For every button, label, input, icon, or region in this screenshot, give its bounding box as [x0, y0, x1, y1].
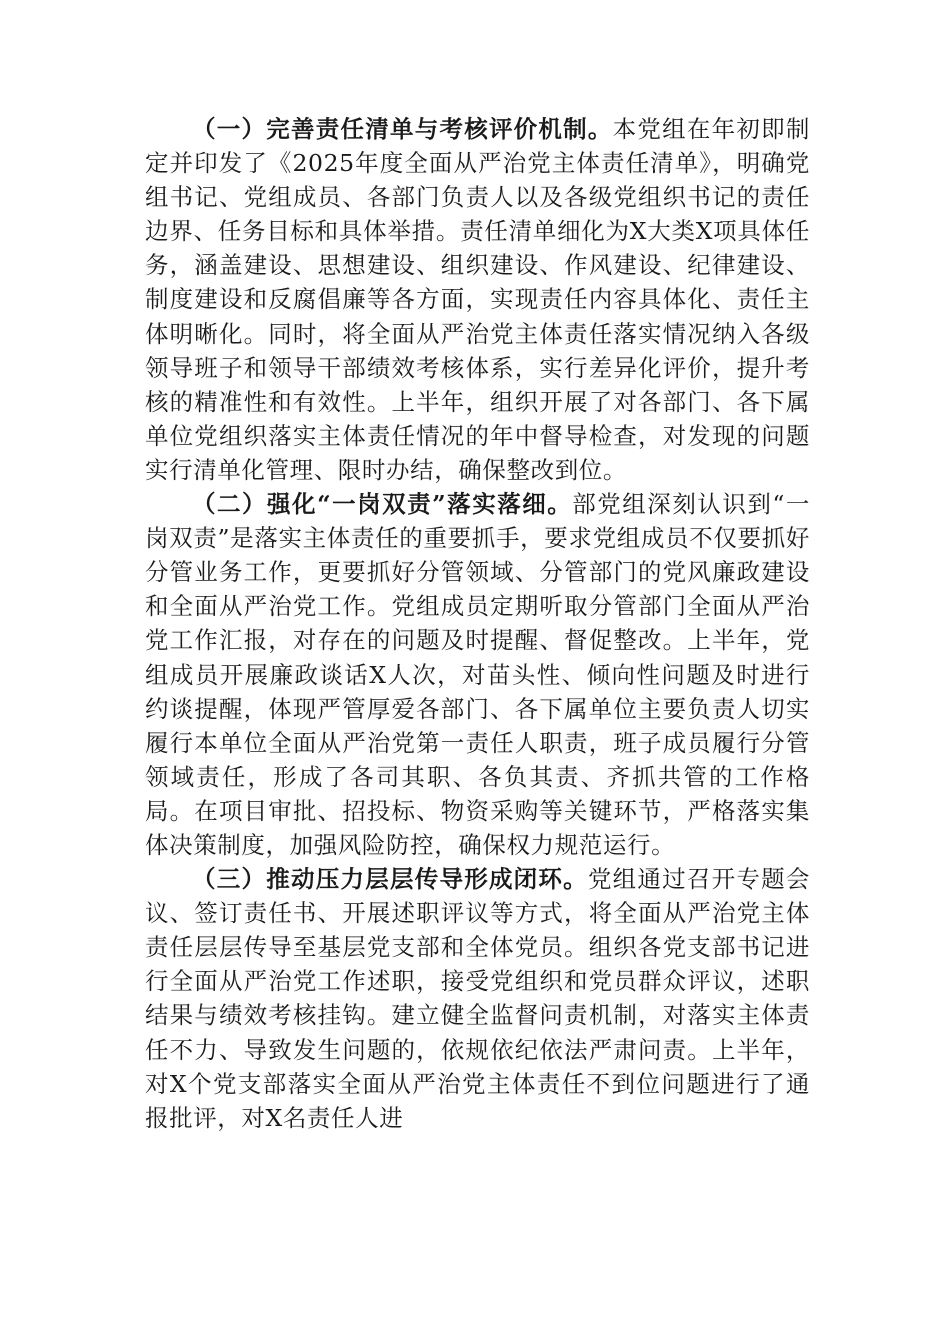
paragraph-text: 本党组在年初即制定并印发了《2025年度全面从严治党主体责任清单》，明确党组书记、党组成员、各部门负责人以及各级党组织书记的责任边界、任务目标和具体举措。责任清单细化为X大类X项具体任务，涵盖建设、思想建设、组织建设、作风建设、纪律建设、制度建设和反腐倡廉等各方面，实现责任内容具体化、责任主体明晰化。同时，将全面从严治党主体责任落实情况纳入各级领导班子和领导干部绩效考核体系，实行差异化评价，提升考核的精准性和有效性。上半年，组织开展了对各部门、各下属单位党组织落实主体责任情况的年中督导检查，对发现的问题实行清单化管理、限时办结，确保整改到位。 — [145, 115, 810, 484]
paragraph-heading: （三）推动压力层层传导形成闭环。 — [192, 865, 588, 894]
paragraph-responsibility-list — [145, 112, 810, 487]
paragraph-heading: （二）强化“一岗双责”落实落细。 — [192, 490, 573, 519]
paragraph-pressure-transmission — [145, 862, 810, 1135]
paragraph-heading: （一）完善责任清单与考核评价机制。 — [192, 115, 613, 143]
paragraph-one-post-two-duties — [145, 487, 810, 862]
paragraph-text: 部党组深刻认识到“一岗双责”是落实主体责任的重要抓手，要求党组成员不仅要抓好分管业务工作，更要抓好分管领域、分管部门的党风廉政建设和全面从严治党工作。党组成员定期听取分管部门全面从严治党工作汇报，对存在的问题及时提醒、督促整改。上半年，党组成员开展廉政谈话X人次，对苗头性、倾向性问题及时进行约谈提醒，体现严管厚爱各部门、各下属单位主要负责人切实履行本单位全面从严治党第一责任人职责，班子成员履行分管领域责任，形成了各司其职、各负其责、齐抓共管的工作格局。在项目审批、招投标、物资采购等关键环节，严格落实集体决策制度，加强风险防控，确保权力规范运行。 — [145, 490, 811, 859]
document-body — [145, 112, 810, 1135]
paragraph-text: 党组通过召开专题会议、签订责任书、开展述职评议等方式，将全面从严治党主体责任层层传导至基层党支部和全体党员。组织各党支部书记进行全面从严治党工作述职，接受党组织和党员群众评议，述职结果与绩效考核挂钩。建立健全监督问责机制，对落实主体责任不力、导致发生问题的，依规依纪依法严肃问责。上半年，对X个党支部落实全面从严治党主体责任不到位问题进行了通报批评，对X名责任人进 — [145, 865, 810, 1132]
